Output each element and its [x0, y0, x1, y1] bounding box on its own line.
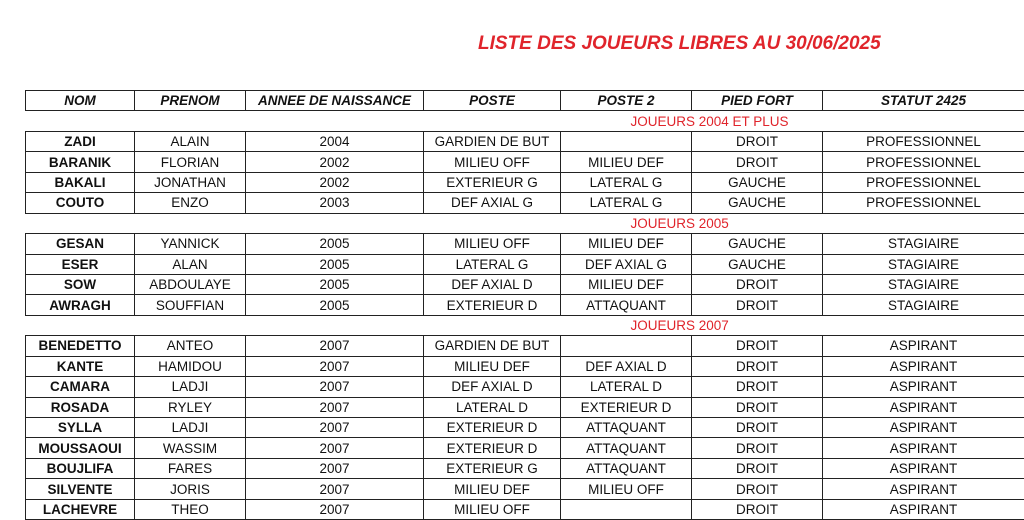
cell-nom: BOUJLIFA: [26, 458, 135, 478]
cell-pied-fort: DROIT: [692, 499, 823, 519]
cell-poste-2: DEF AXIAL D: [561, 356, 692, 376]
cell-annee: 2007: [246, 499, 424, 519]
cell-poste-2: [561, 499, 692, 519]
cell-annee: 2007: [246, 377, 424, 397]
table-row: [26, 254, 1024, 274]
table-row: [26, 295, 1024, 315]
table-row: [26, 418, 1024, 438]
cell-statut: ASPIRANT: [823, 418, 1024, 438]
cell-poste-2: ATTAQUANT: [561, 458, 692, 478]
cell-statut: PROFESSIONNEL: [823, 131, 1024, 151]
cell-pied-fort: DROIT: [692, 418, 823, 438]
table-header-row: [26, 91, 1024, 111]
group-header-row: [26, 111, 1024, 131]
table-row: [26, 356, 1024, 376]
cell-prenom: ALAIN: [135, 131, 246, 151]
cell-prenom: WASSIM: [135, 438, 246, 458]
cell-pied-fort: DROIT: [692, 274, 823, 294]
cell-poste-2: LATERAL G: [561, 193, 692, 213]
table-row: [26, 336, 1024, 356]
table-row: [26, 499, 1024, 519]
cell-prenom: SOUFFIAN: [135, 295, 246, 315]
cell-annee: 2002: [246, 152, 424, 172]
cell-poste-2: MILIEU DEF: [561, 234, 692, 254]
cell-pied-fort: DROIT: [692, 458, 823, 478]
cell-prenom: FARES: [135, 458, 246, 478]
cell-poste-2: [561, 131, 692, 151]
cell-pied-fort: DROIT: [692, 377, 823, 397]
cell-prenom: LADJI: [135, 418, 246, 438]
cell-poste: DEF AXIAL D: [424, 377, 561, 397]
cell-poste-2: ATTAQUANT: [561, 295, 692, 315]
cell-pied-fort: GAUCHE: [692, 193, 823, 213]
cell-statut: ASPIRANT: [823, 336, 1024, 356]
table-row: [26, 234, 1024, 254]
cell-statut: STAGIAIRE: [823, 254, 1024, 274]
group-spacer: [26, 315, 561, 335]
cell-pied-fort: GAUCHE: [692, 172, 823, 192]
cell-poste: MILIEU OFF: [424, 499, 561, 519]
cell-statut: ASPIRANT: [823, 458, 1024, 478]
cell-nom: BARANIK: [26, 152, 135, 172]
group-label: JOUEURS 2007: [561, 315, 1024, 335]
cell-prenom: HAMIDOU: [135, 356, 246, 376]
cell-nom: KANTE: [26, 356, 135, 376]
cell-poste: EXTERIEUR G: [424, 458, 561, 478]
cell-annee: 2005: [246, 254, 424, 274]
cell-nom: CAMARA: [26, 377, 135, 397]
table-body: [26, 111, 1024, 520]
table-row: [26, 274, 1024, 294]
cell-annee: 2005: [246, 274, 424, 294]
cell-statut: PROFESSIONNEL: [823, 172, 1024, 192]
table-row: [26, 131, 1024, 151]
header-statut: STATUT 2425: [823, 91, 1024, 111]
cell-statut: ASPIRANT: [823, 499, 1024, 519]
cell-poste-2: LATERAL D: [561, 377, 692, 397]
header-annee-naissance: ANNEE DE NAISSANCE: [246, 91, 424, 111]
cell-poste-2: EXTERIEUR D: [561, 397, 692, 417]
cell-nom: MOUSSAOUI: [26, 438, 135, 458]
cell-poste-2: MILIEU OFF: [561, 479, 692, 499]
group-header-row: [26, 315, 1024, 335]
table-row: [26, 193, 1024, 213]
header-poste: POSTE: [424, 91, 561, 111]
cell-nom: ESER: [26, 254, 135, 274]
cell-poste: LATERAL D: [424, 397, 561, 417]
header-nom: NOM: [26, 91, 135, 111]
table-row: [26, 479, 1024, 499]
cell-poste-2: [561, 336, 692, 356]
cell-statut: PROFESSIONNEL: [823, 152, 1024, 172]
cell-statut: STAGIAIRE: [823, 274, 1024, 294]
cell-annee: 2007: [246, 418, 424, 438]
cell-poste: EXTERIEUR D: [424, 418, 561, 438]
cell-annee: 2003: [246, 193, 424, 213]
cell-poste-2: MILIEU DEF: [561, 274, 692, 294]
cell-pied-fort: GAUCHE: [692, 234, 823, 254]
cell-statut: PROFESSIONNEL: [823, 193, 1024, 213]
cell-prenom: JONATHAN: [135, 172, 246, 192]
cell-poste: DEF AXIAL G: [424, 193, 561, 213]
cell-prenom: ABDOULAYE: [135, 274, 246, 294]
cell-prenom: ANTEO: [135, 336, 246, 356]
cell-prenom: ENZO: [135, 193, 246, 213]
cell-poste-2: DEF AXIAL G: [561, 254, 692, 274]
header-prenom: PRENOM: [135, 91, 246, 111]
cell-prenom: RYLEY: [135, 397, 246, 417]
cell-pied-fort: DROIT: [692, 336, 823, 356]
cell-annee: 2007: [246, 397, 424, 417]
cell-pied-fort: DROIT: [692, 397, 823, 417]
cell-statut: STAGIAIRE: [823, 295, 1024, 315]
cell-statut: ASPIRANT: [823, 438, 1024, 458]
group-spacer: [26, 213, 561, 233]
cell-poste: EXTERIEUR G: [424, 172, 561, 192]
page-title: LISTE DES JOUEURS LIBRES AU 30/06/2025: [478, 33, 881, 54]
cell-pied-fort: DROIT: [692, 295, 823, 315]
cell-poste-2: MILIEU DEF: [561, 152, 692, 172]
page-title-container: [478, 33, 881, 55]
cell-statut: ASPIRANT: [823, 479, 1024, 499]
cell-pied-fort: DROIT: [692, 131, 823, 151]
cell-prenom: YANNICK: [135, 234, 246, 254]
cell-annee: 2002: [246, 172, 424, 192]
cell-poste: EXTERIEUR D: [424, 438, 561, 458]
cell-nom: SYLLA: [26, 418, 135, 438]
cell-poste: MILIEU DEF: [424, 479, 561, 499]
cell-statut: ASPIRANT: [823, 397, 1024, 417]
cell-nom: ROSADA: [26, 397, 135, 417]
cell-annee: 2007: [246, 336, 424, 356]
group-label: JOUEURS 2004 ET PLUS: [561, 111, 1024, 131]
cell-pied-fort: DROIT: [692, 152, 823, 172]
table-row: [26, 397, 1024, 417]
cell-pied-fort: GAUCHE: [692, 254, 823, 274]
cell-annee: 2005: [246, 234, 424, 254]
cell-prenom: JORIS: [135, 479, 246, 499]
cell-pied-fort: DROIT: [692, 438, 823, 458]
cell-prenom: THEO: [135, 499, 246, 519]
cell-pied-fort: DROIT: [692, 479, 823, 499]
cell-poste-2: ATTAQUANT: [561, 438, 692, 458]
cell-prenom: LADJI: [135, 377, 246, 397]
cell-poste-2: LATERAL G: [561, 172, 692, 192]
cell-annee: 2007: [246, 479, 424, 499]
cell-prenom: ALAN: [135, 254, 246, 274]
table-row: [26, 458, 1024, 478]
cell-statut: STAGIAIRE: [823, 234, 1024, 254]
cell-nom: SOW: [26, 274, 135, 294]
cell-poste: MILIEU OFF: [424, 152, 561, 172]
cell-prenom: FLORIAN: [135, 152, 246, 172]
table-row: [26, 152, 1024, 172]
cell-nom: COUTO: [26, 193, 135, 213]
cell-annee: 2007: [246, 458, 424, 478]
cell-nom: LACHEVRE: [26, 499, 135, 519]
table-row: [26, 438, 1024, 458]
cell-poste: GARDIEN DE BUT: [424, 336, 561, 356]
cell-statut: ASPIRANT: [823, 356, 1024, 376]
cell-statut: ASPIRANT: [823, 377, 1024, 397]
group-spacer: [26, 111, 561, 131]
cell-pied-fort: DROIT: [692, 356, 823, 376]
group-header-row: [26, 213, 1024, 233]
group-label: JOUEURS 2005: [561, 213, 1024, 233]
cell-poste: DEF AXIAL D: [424, 274, 561, 294]
header-pied-fort: PIED FORT: [692, 91, 823, 111]
header-poste-2: POSTE 2: [561, 91, 692, 111]
cell-nom: BAKALI: [26, 172, 135, 192]
cell-nom: AWRAGH: [26, 295, 135, 315]
cell-annee: 2007: [246, 438, 424, 458]
cell-annee: 2005: [246, 295, 424, 315]
cell-nom: GESAN: [26, 234, 135, 254]
cell-poste: GARDIEN DE BUT: [424, 131, 561, 151]
table-row: [26, 172, 1024, 192]
cell-poste: MILIEU DEF: [424, 356, 561, 376]
cell-nom: SILVENTE: [26, 479, 135, 499]
players-table: [25, 90, 1024, 520]
cell-annee: 2004: [246, 131, 424, 151]
cell-poste: MILIEU OFF: [424, 234, 561, 254]
table-row: [26, 377, 1024, 397]
cell-poste: LATERAL G: [424, 254, 561, 274]
cell-poste: EXTERIEUR D: [424, 295, 561, 315]
cell-nom: ZADI: [26, 131, 135, 151]
cell-annee: 2007: [246, 356, 424, 376]
cell-nom: BENEDETTO: [26, 336, 135, 356]
cell-poste-2: ATTAQUANT: [561, 418, 692, 438]
